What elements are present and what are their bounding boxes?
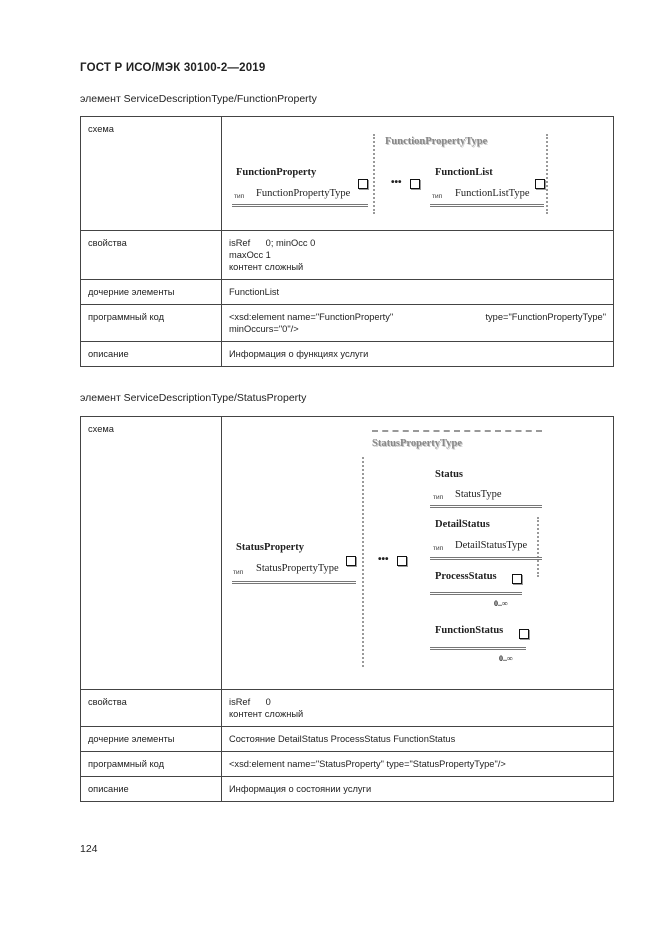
group-boundary-right bbox=[537, 517, 539, 577]
props-value bbox=[222, 690, 614, 727]
child-name: FunctionStatus bbox=[435, 625, 504, 636]
child-expand-icon bbox=[512, 574, 522, 584]
child-type: StatusType bbox=[455, 489, 502, 500]
children-label: дочерние элементы bbox=[81, 727, 222, 752]
schema-diagram bbox=[222, 117, 614, 231]
element-underline bbox=[232, 581, 356, 584]
element-name: StatusProperty bbox=[236, 542, 305, 553]
props-line: maxOcc 1 bbox=[229, 250, 271, 260]
group-type-label: StatusPropertyType bbox=[372, 438, 463, 449]
element-expand-icon bbox=[358, 179, 368, 189]
child-expand-icon bbox=[519, 629, 529, 639]
child-type-prefix: тип bbox=[432, 193, 443, 200]
child-underline bbox=[430, 592, 522, 595]
code-fragment: <xsd:element name="FunctionProperty" bbox=[229, 312, 394, 322]
child-type-prefix: тип bbox=[433, 545, 444, 552]
children-value: FunctionList bbox=[222, 280, 614, 305]
child-underline bbox=[430, 647, 526, 650]
element-name: FunctionProperty bbox=[236, 167, 317, 178]
desc-label: описание bbox=[81, 777, 222, 802]
child-type: FunctionListType bbox=[455, 188, 530, 199]
element-underline bbox=[232, 204, 368, 207]
section1-caption: элемент ServiceDescriptionType/FunctionProperty bbox=[80, 93, 317, 105]
child-expand-icon bbox=[535, 179, 545, 189]
element-expand-icon bbox=[346, 556, 356, 566]
document-header: ГОСТ Р ИСО/МЭК 30100-2—2019 bbox=[80, 62, 266, 74]
group-type-label: FunctionPropertyType bbox=[385, 136, 488, 147]
props-line: контент сложный bbox=[229, 709, 304, 719]
sequence-icon: ••• bbox=[391, 177, 402, 188]
props-line: контент сложный bbox=[229, 262, 304, 272]
code-value: <xsd:element name="StatusProperty" type="StatusPropertyType"/> bbox=[222, 752, 614, 777]
occurrence-label: 0..∞ bbox=[494, 599, 508, 608]
props-label: свойства bbox=[81, 690, 222, 727]
child-type-prefix: тип bbox=[433, 494, 444, 501]
code-label: программный код bbox=[81, 305, 222, 342]
desc-value: Информация о функциях услуги bbox=[222, 342, 614, 367]
children-value: Состояние DetailStatus ProcessStatus FunctionStatus bbox=[222, 727, 614, 752]
schema-label: схема bbox=[81, 417, 222, 690]
desc-value: Информация о состоянии услуги bbox=[222, 777, 614, 802]
sequence-icon: ••• bbox=[378, 554, 389, 565]
child-name: DetailStatus bbox=[435, 519, 490, 530]
props-label: свойства bbox=[81, 231, 222, 280]
child-underline bbox=[430, 505, 542, 508]
child-underline bbox=[430, 557, 542, 560]
group-boundary-left bbox=[362, 457, 364, 667]
code-label: программный код bbox=[81, 752, 222, 777]
type-prefix: тип bbox=[233, 569, 244, 576]
desc-label: описание bbox=[81, 342, 222, 367]
code-fragment: type="FunctionPropertyType" bbox=[485, 312, 606, 322]
group-boundary-left bbox=[373, 134, 375, 214]
child-name: ProcessStatus bbox=[435, 571, 497, 582]
schema-label: схема bbox=[81, 117, 222, 231]
child-name: Status bbox=[435, 469, 464, 480]
group-boundary-top bbox=[372, 430, 542, 432]
children-label: дочерние элементы bbox=[81, 280, 222, 305]
type-prefix: тип bbox=[234, 193, 245, 200]
occurrence-label: 0..∞ bbox=[499, 654, 513, 663]
child-underline bbox=[430, 204, 544, 207]
element-type: FunctionPropertyType bbox=[256, 188, 351, 199]
code-value bbox=[222, 305, 614, 342]
section2-table bbox=[80, 416, 614, 802]
code-fragment: minOccurs="0"/> bbox=[229, 324, 299, 334]
page-number: 124 bbox=[80, 843, 98, 855]
group-boundary-right bbox=[546, 134, 548, 214]
child-name: FunctionList bbox=[435, 167, 493, 178]
props-value bbox=[222, 231, 614, 280]
props-line: isRef 0; minOcc 0 bbox=[229, 238, 316, 248]
props-line: isRef 0 bbox=[229, 697, 271, 707]
child-type: DetailStatusType bbox=[455, 540, 528, 551]
sequence-connector-icon bbox=[410, 179, 420, 189]
element-type: StatusPropertyType bbox=[256, 563, 339, 574]
section1-table bbox=[80, 116, 614, 367]
sequence-connector-icon bbox=[397, 556, 407, 566]
section2-caption: элемент ServiceDescriptionType/StatusProperty bbox=[80, 392, 307, 404]
schema-diagram bbox=[222, 417, 614, 690]
